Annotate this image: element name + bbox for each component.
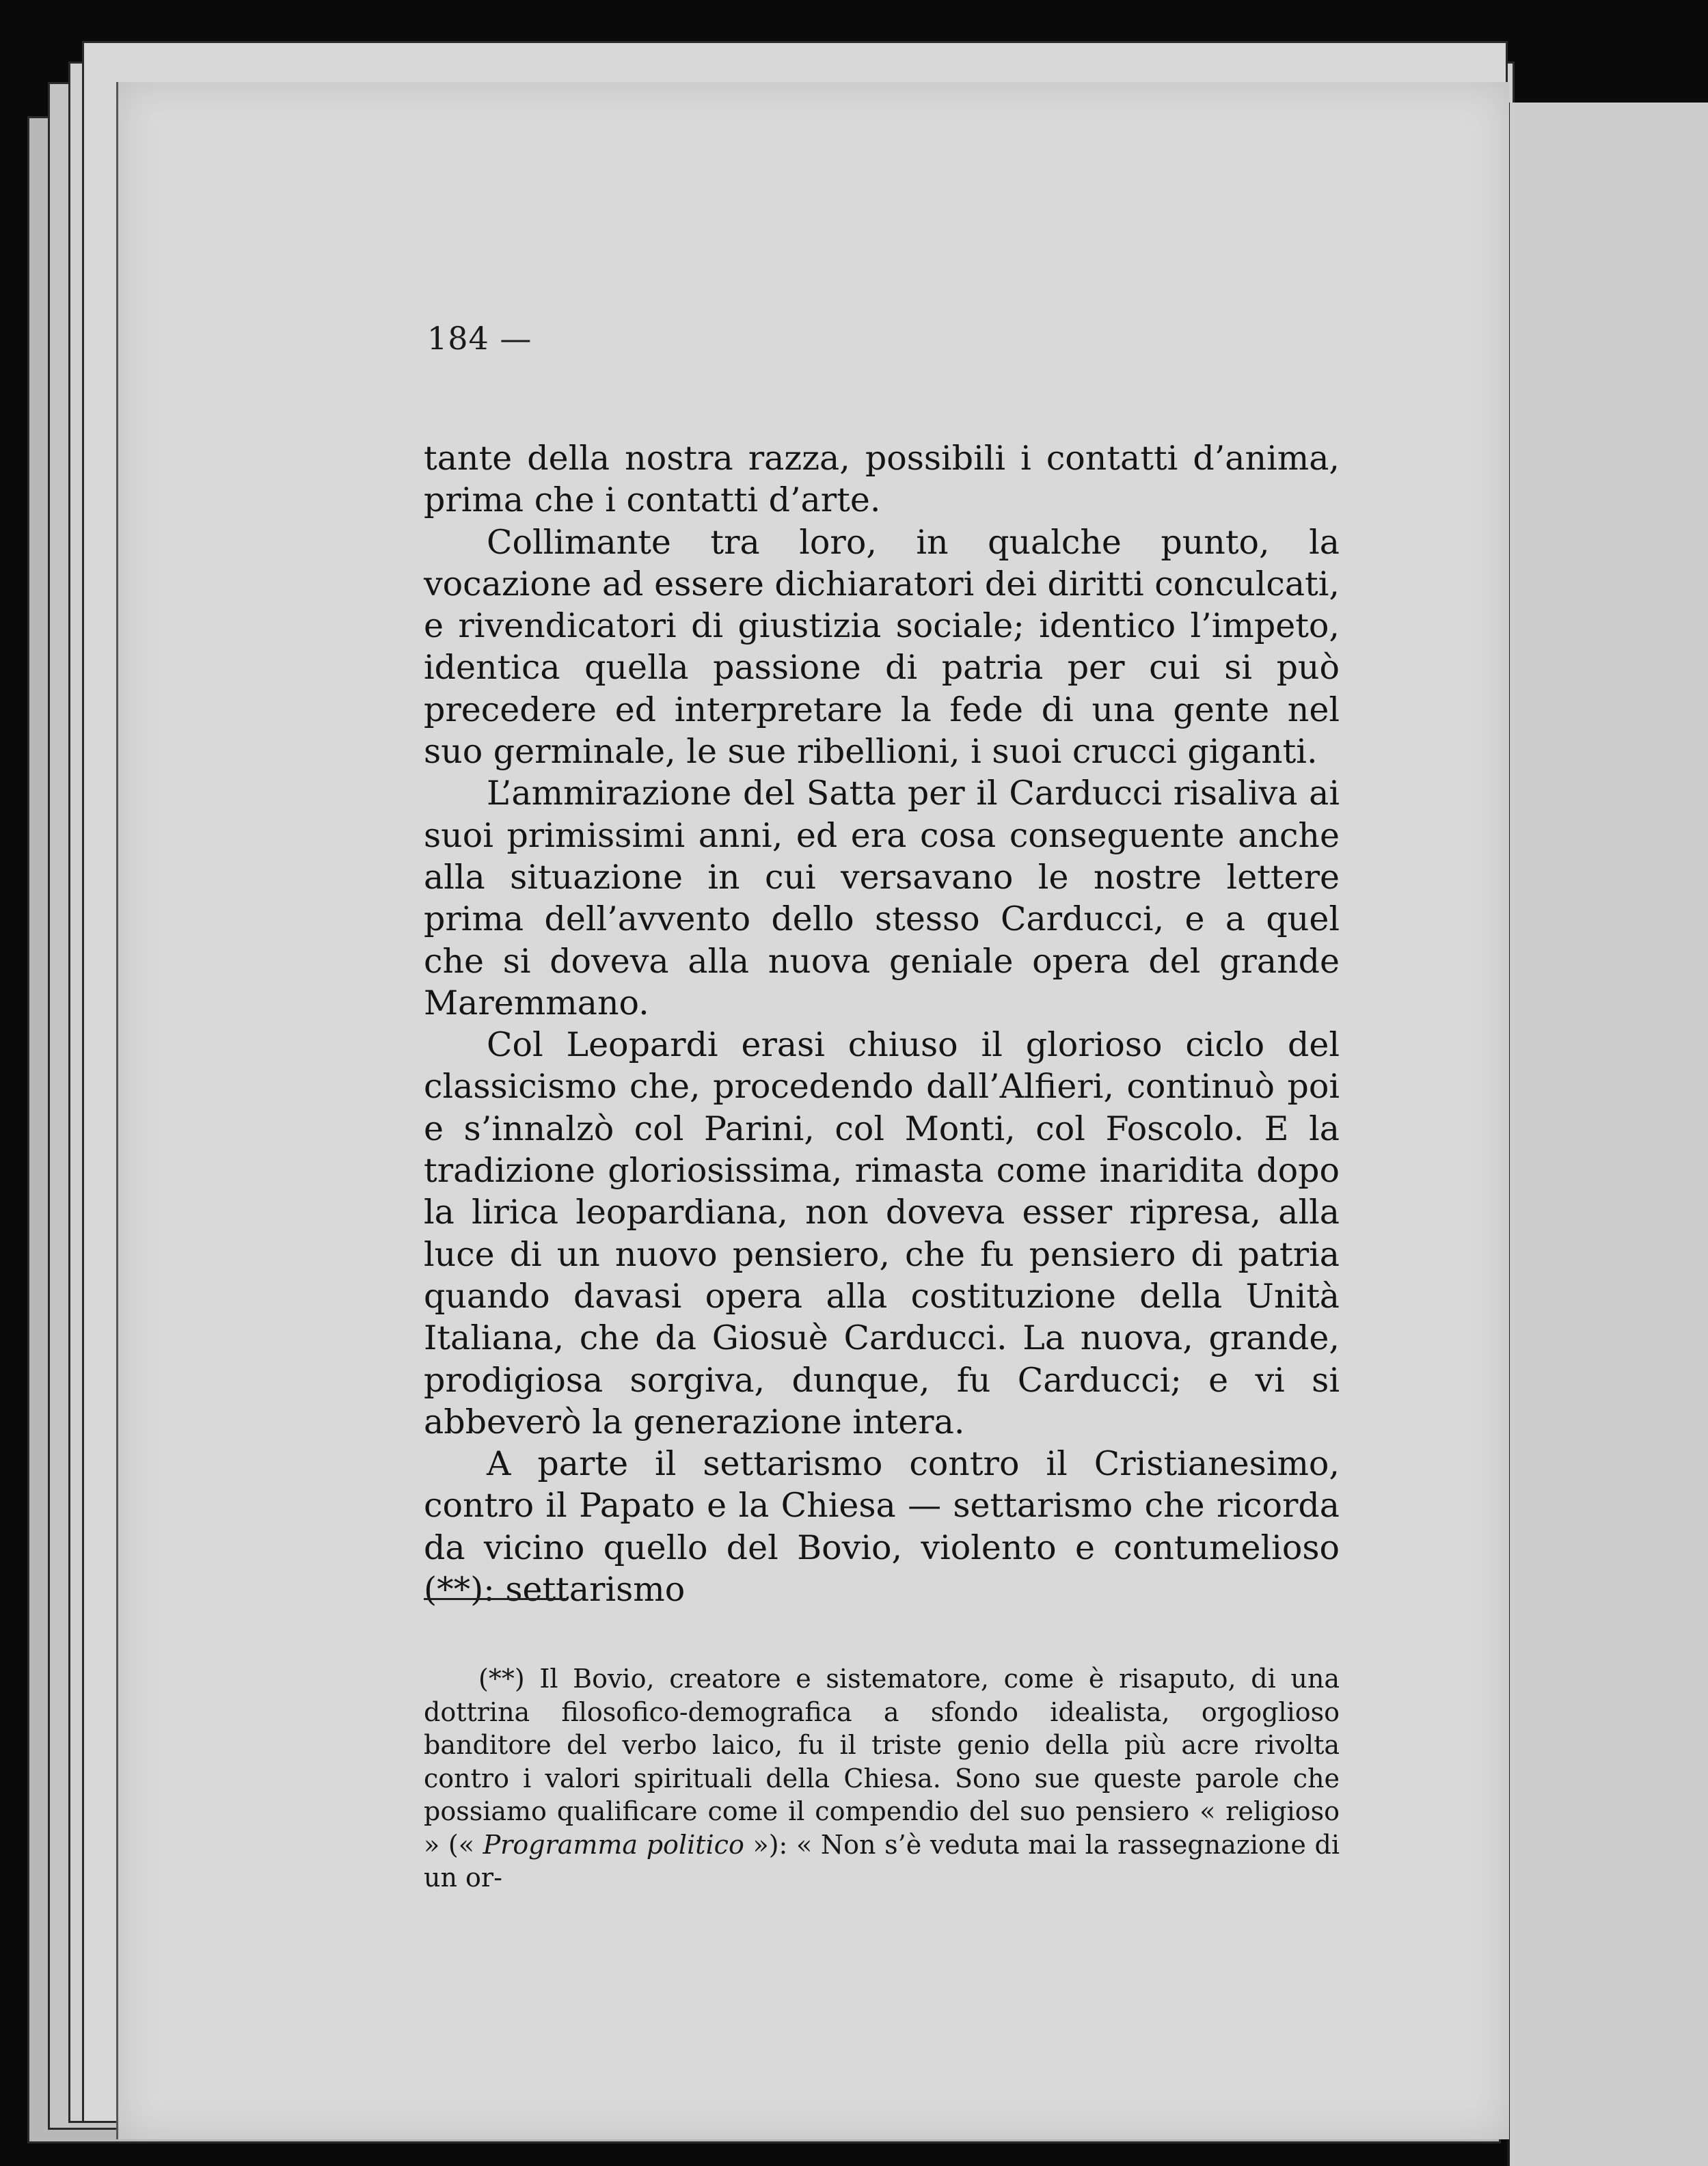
page-number: 184 — <box>427 320 532 357</box>
facing-page-edge <box>1507 103 1708 2166</box>
body-text <box>424 437 1340 1610</box>
footnote-text-after: »): « Non s’è veduta mai la rassegnazione di un or- <box>424 1829 1340 1893</box>
footnote-text <box>424 1662 1340 1895</box>
footnote-italic-title: Programma politico <box>483 1829 744 1860</box>
footnote-text-before: (**) Il Bovio, creatore e sistematore, come è risaputo, di una dottrina filosofico-demografica a sfondo idealista, orgoglioso banditore del verbo laico, fu il triste genio della più acre rivolta contro i valori spirituali della Chiesa. Sono sue queste parole che possiamo qualificare come il compendio del suo pensiero « religioso » (« <box>424 1664 1340 1860</box>
paragraph-1: tante della nostra razza, possibili i contatti d’anima, prima che i contatti d’arte. <box>424 439 1340 520</box>
paragraph-4: Col Leopardi erasi chiuso il glorioso ciclo del classicismo che, procedendo dall’Alfieri, continuò poi e s’innalzò col Parini, col Monti, col Foscolo. E la tradizione gloriosissima, rimasta come inaridita dopo la lirica leopardiana, non doveva esser ripresa, alla luce di un nuovo pensiero, che fu pensiero di patria quando davasi opera alla costituzione della Unità Italiana, che da Giosuè Carducci. La nuova, grande, prodigiosa sorgiva, dunque, fu Carducci; e vi si abbeverò la generazione intera. <box>424 1025 1340 1441</box>
paragraph-2: Collimante tra loro, in qualche punto, la vocazione ad essere dichiaratori dei diritti conculcati, e rivendicatori di giustizia sociale; identico l’impeto, identica quella passione di patria per cui si può precedere ed interpretare la fede di una gente nel suo germinale, le sue ribellioni, i suoi crucci giganti. <box>424 522 1340 772</box>
footnote-separator <box>424 1598 567 1600</box>
paragraph-3: L’ammirazione del Satta per il Carducci risaliva ai suoi primissimi anni, ed era cosa conseguente anche alla situazione in cui versavano le nostre lettere prima dell’avvento dello stesso Carducci, e a quel che si doveva alla nuova geniale opera del grande Maremmano. <box>424 774 1340 1023</box>
footnote <box>424 1662 1340 1895</box>
paragraph-5: A parte il settarismo contro il Cristianesimo, contro il Papato e la Chiesa — settarismo che ricorda da vicino quello del Bovio, violento e contumelioso (**): settarismo <box>424 1444 1340 1610</box>
